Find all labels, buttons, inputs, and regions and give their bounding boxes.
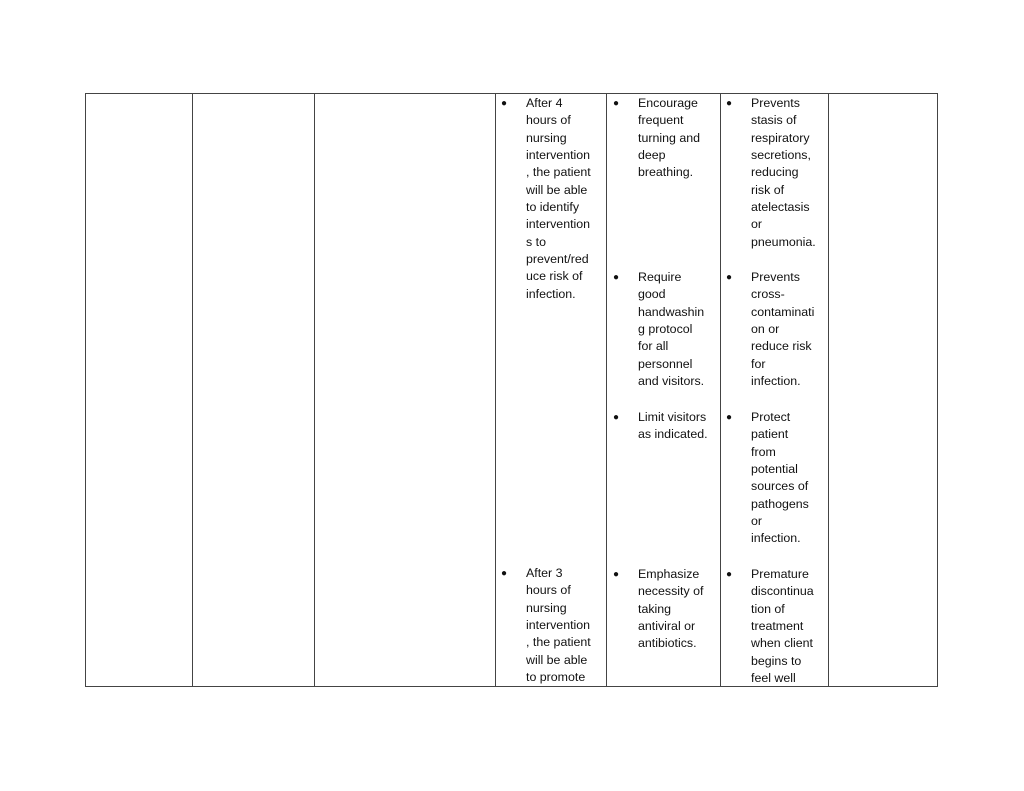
- bullet-icon: ●: [613, 569, 620, 580]
- column-divider: [828, 94, 829, 686]
- column-divider: [606, 94, 607, 686]
- goal-text: After 4 hours of nursing intervention , the patient will be able to identify intervention s to prevent/red uce risk of infection.: [526, 96, 591, 301]
- bullet-icon: ●: [726, 569, 733, 580]
- rationale-text: Premature discontinua tion of treatment when client begins to feel well: [751, 567, 814, 686]
- bullet-icon: ●: [726, 412, 733, 423]
- rationale-item: [726, 95, 826, 251]
- goal-text: After 3 hours of nursing intervention , the patient will be able to promote: [526, 566, 591, 685]
- intervention-item: [613, 566, 718, 653]
- column-divider: [314, 94, 315, 686]
- goal-item: [501, 565, 601, 686]
- bullet-icon: ●: [726, 98, 733, 109]
- intervention-text: Encourage frequent turning and deep breathing.: [638, 96, 701, 180]
- bullet-icon: ●: [613, 272, 620, 283]
- intervention-text: Require good handwashin g protocol for all personnel and visitors.: [638, 270, 705, 389]
- rationale-text: Protect patient from potential sources of pathogens or infection.: [751, 410, 809, 546]
- bullet-icon: ●: [613, 412, 620, 423]
- bullet-icon: ●: [613, 98, 620, 109]
- rationale-item: [726, 269, 826, 390]
- column-divider: [720, 94, 721, 686]
- intervention-item: [613, 409, 718, 444]
- intervention-text: Emphasize necessity of taking antiviral or antibiotics.: [638, 567, 704, 651]
- rationale-text: Prevents stasis of respiratory secretions, reducing risk of atelectasis or pneumonia.: [751, 96, 816, 249]
- intervention-item: [613, 95, 718, 182]
- rationale-item: [726, 409, 826, 548]
- bullet-icon: ●: [726, 272, 733, 283]
- column-divider: [495, 94, 496, 686]
- column-divider: [192, 94, 193, 686]
- bullet-icon: ●: [501, 568, 508, 579]
- care-plan-table: [85, 93, 938, 687]
- rationale-item: [726, 566, 826, 687]
- intervention-item: [613, 269, 718, 390]
- bullet-icon: ●: [501, 98, 508, 109]
- intervention-text: Limit visitors as indicated.: [638, 410, 708, 442]
- goal-item: [501, 95, 601, 303]
- rationale-text: Prevents cross- contaminati on or reduce risk for infection.: [751, 270, 815, 389]
